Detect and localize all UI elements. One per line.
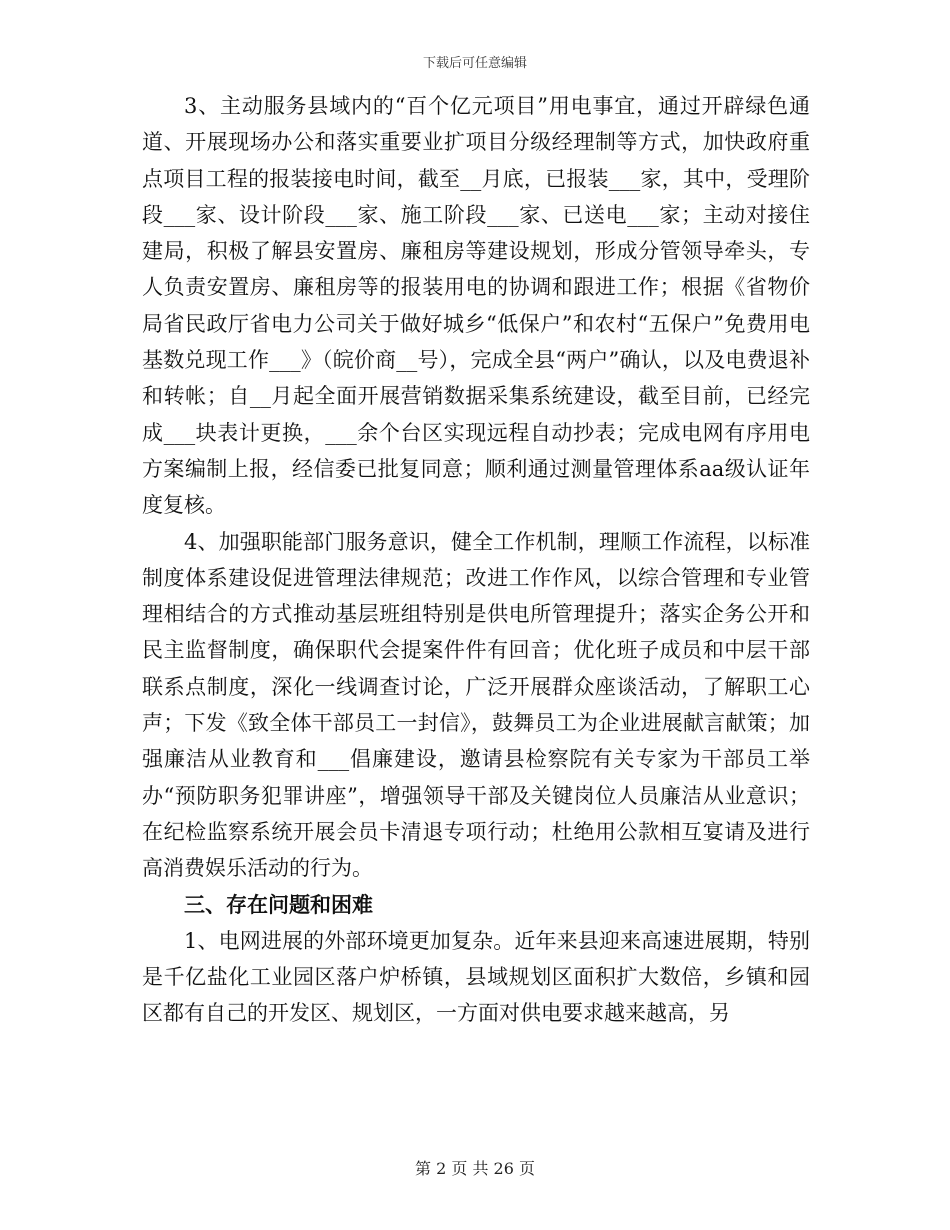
section-heading-problems: 三、存在问题和困难: [184, 892, 373, 917]
document-body: [142, 88, 810, 1032]
page-number-footer: 第 2 页 共 26 页: [415, 1159, 535, 1178]
paragraph-problem-1: 1、电网进展的外部环境更加复杂。近年来县迎来高速进展期，特别是千亿盐化工业园区落户炉桥镇，县域规划区面积扩大数倍，乡镇和园区都有自己的开发区、规划区，一方面对供电要求越来越高，另: [142, 928, 810, 1026]
paragraph-item-4: 4、加强职能部门服务意识，健全工作机制，理顺工作流程，以标准制度体系建设促进管理法律规范；改进工作作风，以综合管理和专业管理相结合的方式推动基层班组特别是供电所管理提升；落实企务公开和民主监督制度，确保职代会提案件件有回音；优化班子成员和中层干部联系点制度，深化一线调查讨论，广泛开展群众座谈活动，了解职工心声；下发《致全体干部员工一封信》，鼓舞员工为企业进展献言献策；加强廉洁从业教育和___倡廉建设，邀请县检察院有关专家为干部员工举办“预防职务犯罪讲座”，增强领导干部及关键岗位人员廉洁从业意识；在纪检监察系统开展会员卡清退专项行动；杜绝用公款相互宴请及进行高消费娱乐活动的行为。: [142, 529, 810, 881]
paragraph-item-3: 3、主动服务县域内的“百个亿元项目”用电事宜，通过开辟绿色通道、开展现场办公和落实重要业扩项目分级经理制等方式，加快政府重点项目工程的报装接电时间，截至__月底，已报装___家，其中，受理阶段___家、设计阶段___家、施工阶段___家、已送电___家；主动对接住建局，积极了解县安置房、廉租房等建设规划，形成分管领导牵头，专人负责安置房、廉租房等的报装用电的协调和跟进工作；根据《省物价局省民政厅省电力公司关于做好城乡“低保户”和农村“五保户”免费用电基数兑现工作___》（皖价商__号），完成全县“两户”确认，以及电费退补和转帐；自__月起全面开展营销数据采集系统建设，截至目前，已经完成___块表计更换，___余个台区实现远程自动抄表；完成电网有序用电方案编制上报，经信委已批复同意；顺利通过测量管理体系aa级认证年度复核。: [142, 94, 810, 518]
page-header-note: 下载后可任意编辑: [422, 56, 527, 71]
